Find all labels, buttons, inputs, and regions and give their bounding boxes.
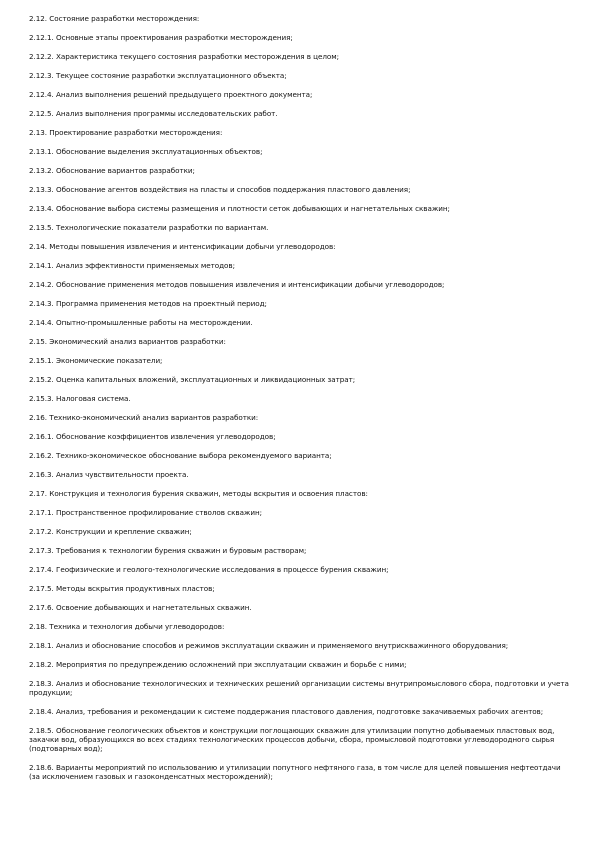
toc-item-2-15-1: 2.15.1. Экономические показатели;: [29, 356, 163, 365]
toc-item-2-12-4: 2.12.4. Анализ выполнения решений предыдущего проектного документа;: [29, 90, 313, 99]
table-of-contents: [29, 14, 569, 791]
toc-item-2-12: 2.12. Состояние разработки месторождения:: [29, 14, 200, 23]
toc-item-2-17-3: 2.17.3. Требования к технологии бурения скважин и буровым растворам;: [29, 546, 307, 555]
toc-item-2-18-5: 2.18.5. Обоснование геологических объектов и конструкции поглощающих скважин для утилизации попутно добываемых пластовых вод, закачки вод, образующихся во всех стадиях технологических процессов добычи, сбора, промысловой подготовки углеводородного сырья (подтоварных вод);: [29, 726, 555, 753]
toc-item-2-15-2: 2.15.2. Оценка капитальных вложений, эксплуатационных и ликвидационных затрат;: [29, 375, 356, 384]
toc-item-2-12-2: 2.12.2. Характеристика текущего состояния разработки месторождения в целом;: [29, 52, 339, 61]
toc-item-2-13-1: 2.13.1. Обоснование выделения эксплуатационных объектов;: [29, 147, 263, 156]
toc-item-2-12-1: 2.12.1. Основные этапы проектирования разработки месторождения;: [29, 33, 293, 42]
toc-item-2-14-4: 2.14.4. Опытно-промышленные работы на месторождении.: [29, 318, 253, 327]
toc-item-2-17-5: 2.17.5. Методы вскрытия продуктивных пластов;: [29, 584, 215, 593]
toc-item-2-16: 2.16. Технико-экономический анализ вариантов разработки:: [29, 413, 259, 422]
toc-item-2-17: 2.17. Конструкция и технология бурения скважин, методы вскрытия и освоения пластов:: [29, 489, 368, 498]
toc-item-2-16-3: 2.16.3. Анализ чувствительности проекта.: [29, 470, 189, 479]
toc-item-2-13-2: 2.13.2. Обоснование вариантов разработки;: [29, 166, 195, 175]
toc-item-2-18-4: 2.18.4. Анализ, требования и рекомендации к системе поддержания пластового давления, подготовке закачиваемых рабочих агентов;: [29, 707, 544, 716]
toc-item-2-12-5: 2.12.5. Анализ выполнения программы исследовательских работ.: [29, 109, 278, 118]
toc-item-2-17-1: 2.17.1. Пространственное профилирование стволов скважин;: [29, 508, 263, 517]
toc-item-2-13-5: 2.13.5. Технологические показатели разработки по вариантам.: [29, 223, 269, 232]
toc-item-2-14-1: 2.14.1. Анализ эффективности применяемых методов;: [29, 261, 235, 270]
toc-item-2-15-3: 2.15.3. Налоговая система.: [29, 394, 131, 403]
toc-item-2-14-2: 2.14.2. Обоснование применения методов повышения извлечения и интенсификации добычи углеводородов;: [29, 280, 445, 289]
toc-item-2-18-2: 2.18.2. Мероприятия по предупреждению осложнений при эксплуатации скважин и борьбе с ними;: [29, 660, 407, 669]
toc-item-2-14-3: 2.14.3. Программа применения методов на проектный период;: [29, 299, 267, 308]
toc-item-2-17-6: 2.17.6. Освоение добывающих и нагнетательных скважин.: [29, 603, 252, 612]
toc-item-2-17-2: 2.17.2. Конструкции и крепление скважин;: [29, 527, 192, 536]
toc-item-2-13-4: 2.13.4. Обоснование выбора системы размещения и плотности сеток добывающих и нагнетательных скважин;: [29, 204, 450, 213]
toc-item-2-18-3: 2.18.3. Анализ и обоснование технологических и технических решений организации системы внутрипромыслового сбора, подготовки и учета продукции;: [29, 679, 569, 697]
toc-item-2-14: 2.14. Методы повышения извлечения и интенсификации добычи углеводородов:: [29, 242, 336, 251]
toc-item-2-18: 2.18. Техника и технология добычи углеводородов:: [29, 622, 225, 631]
toc-item-2-17-4: 2.17.4. Геофизические и геолого-технологические исследования в процессе бурения скважин;: [29, 565, 389, 574]
toc-item-2-13: 2.13. Проектирование разработки месторождения:: [29, 128, 223, 137]
toc-item-2-12-3: 2.12.3. Текущее состояние разработки эксплуатационного объекта;: [29, 71, 287, 80]
toc-item-2-18-6: 2.18.6. Варианты мероприятий по использованию и утилизации попутного нефтяного газа, в том числе для целей повышения нефтеотдачи (за исключением газовых и газоконденсатных месторождений);: [29, 763, 561, 781]
toc-item-2-18-1: 2.18.1. Анализ и обоснование способов и режимов эксплуатации скважин и применяемого внутрискважинного оборудования;: [29, 641, 509, 650]
toc-item-2-15: 2.15. Экономический анализ вариантов разработки:: [29, 337, 226, 346]
toc-item-2-16-2: 2.16.2. Технико-экономическое обоснование выбора рекомендуемого варианта;: [29, 451, 332, 460]
toc-item-2-13-3: 2.13.3. Обоснование агентов воздействия на пласты и способов поддержания пластового давления;: [29, 185, 411, 194]
toc-item-2-16-1: 2.16.1. Обоснование коэффициентов извлечения углеводородов;: [29, 432, 276, 441]
